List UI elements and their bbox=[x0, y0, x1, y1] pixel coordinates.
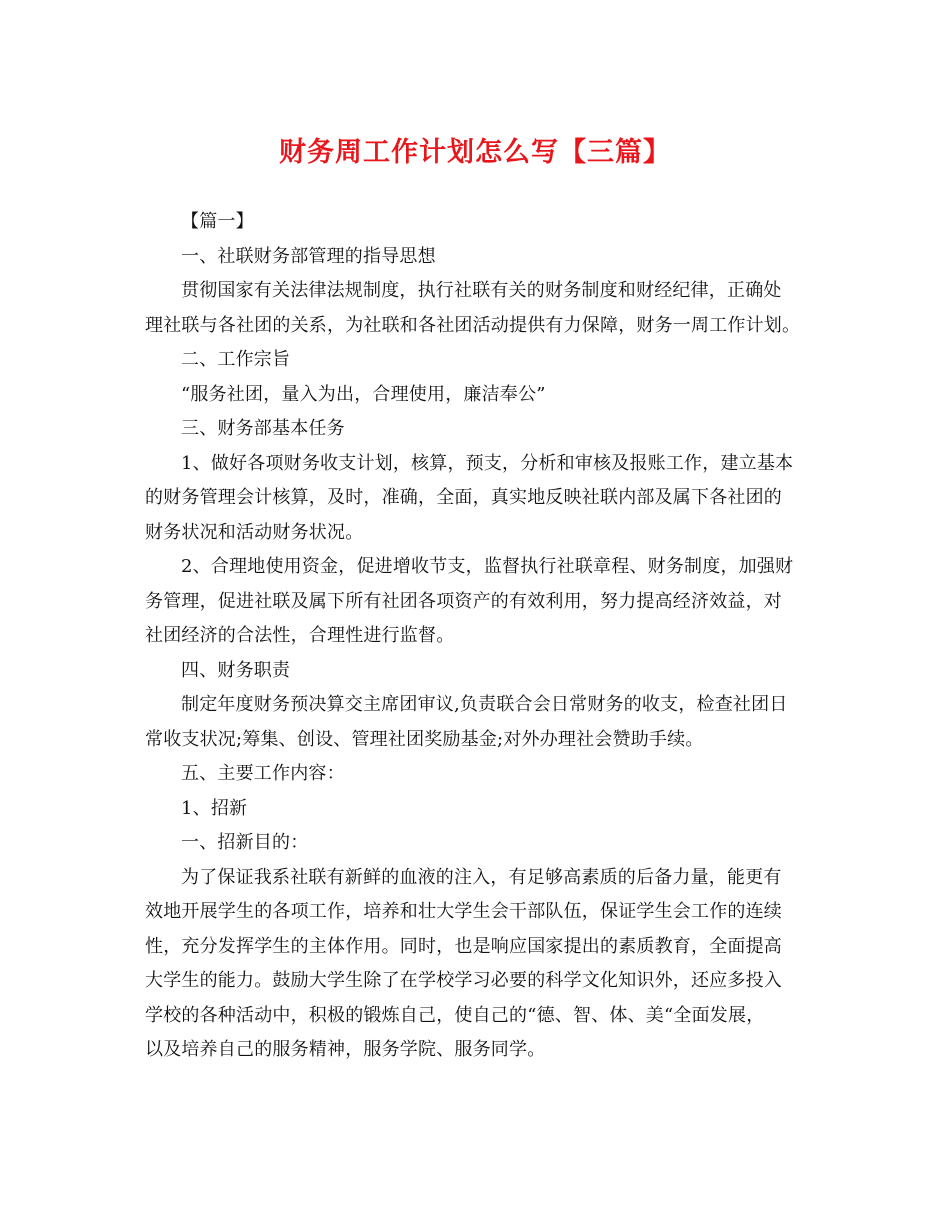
body-line: “服务社团，量入为出，合理使用，廉洁奉公” bbox=[181, 383, 546, 405]
body-line: 理社联与各社团的关系，为社联和各社团活动提供有力保障，财务一周工作计划。 bbox=[145, 314, 801, 336]
body-line: 四、财务职责 bbox=[181, 659, 291, 681]
body-line: 贯彻国家有关法律法规制度，执行社联有关的财务制度和财经纪律，正确处 bbox=[181, 280, 782, 301]
body-line: 三、财务部基本任务 bbox=[181, 418, 345, 439]
body-line: 社团经济的合法性，合理性进行监督。 bbox=[145, 625, 455, 646]
body-line: 效地开展学生的各项工作，培养和壮大学生会干部队伍，保证学生会工作的连续 bbox=[145, 901, 782, 922]
body-line: 一、招新目的： bbox=[181, 832, 309, 853]
document-body bbox=[145, 205, 815, 1068]
body-line: 2、合理地使用资金，促进增收节支，监督执行社联章程、财务制度，加强财 bbox=[181, 556, 794, 577]
document-title: 财务周工作计划怎么写【三篇】 bbox=[279, 137, 671, 168]
body-line: 学校的各种活动中，积极的锻炼自己，使自己的“德、智、体、美“全面发展， bbox=[145, 1004, 765, 1026]
body-line: 制定年度财务预决算交主席团审议,负责联合会日常财务的收支，检查社团日 bbox=[181, 694, 788, 715]
body-line: 以及培养自己的服务精神，服务学院、服务同学。 bbox=[145, 1039, 546, 1060]
body-line: 一、社联财务部管理的指导思想 bbox=[181, 245, 436, 267]
body-line: 大学生的能力。鼓励大学生除了在学校学习必要的科学文化知识外，还应多投入 bbox=[145, 970, 782, 991]
body-line: 二、工作宗旨 bbox=[181, 349, 291, 370]
body-line: 常收支状况;筹集、创设、管理社团奖励基金;对外办理社会赞助手续。 bbox=[145, 728, 704, 750]
body-line: 为了保证我系社联有新鲜的血液的注入，有足够高素质的后备力量，能更有 bbox=[181, 866, 782, 888]
body-line: 的财务管理会计核算，及时，准确，全面，真实地反映社联内部及属下各社团的 bbox=[145, 487, 782, 508]
body-line: 务管理，促进社联及属下所有社团各项资产的有效利用，努力提高经济效益，对 bbox=[145, 590, 782, 612]
body-line: 性，充分发挥学生的主体作用。同时，也是响应国家提出的素质教育，全面提高 bbox=[145, 935, 782, 957]
body-line: 财务状况和活动财务状况。 bbox=[145, 521, 364, 543]
body-line: 1、做好各项财务收支计划，核算，预支，分析和审核及报账工作，建立基本 bbox=[181, 452, 794, 474]
body-line: 1、招新 bbox=[181, 797, 248, 819]
body-line: 【篇一】 bbox=[181, 211, 254, 232]
body-line: 五、主要工作内容： bbox=[181, 763, 345, 784]
